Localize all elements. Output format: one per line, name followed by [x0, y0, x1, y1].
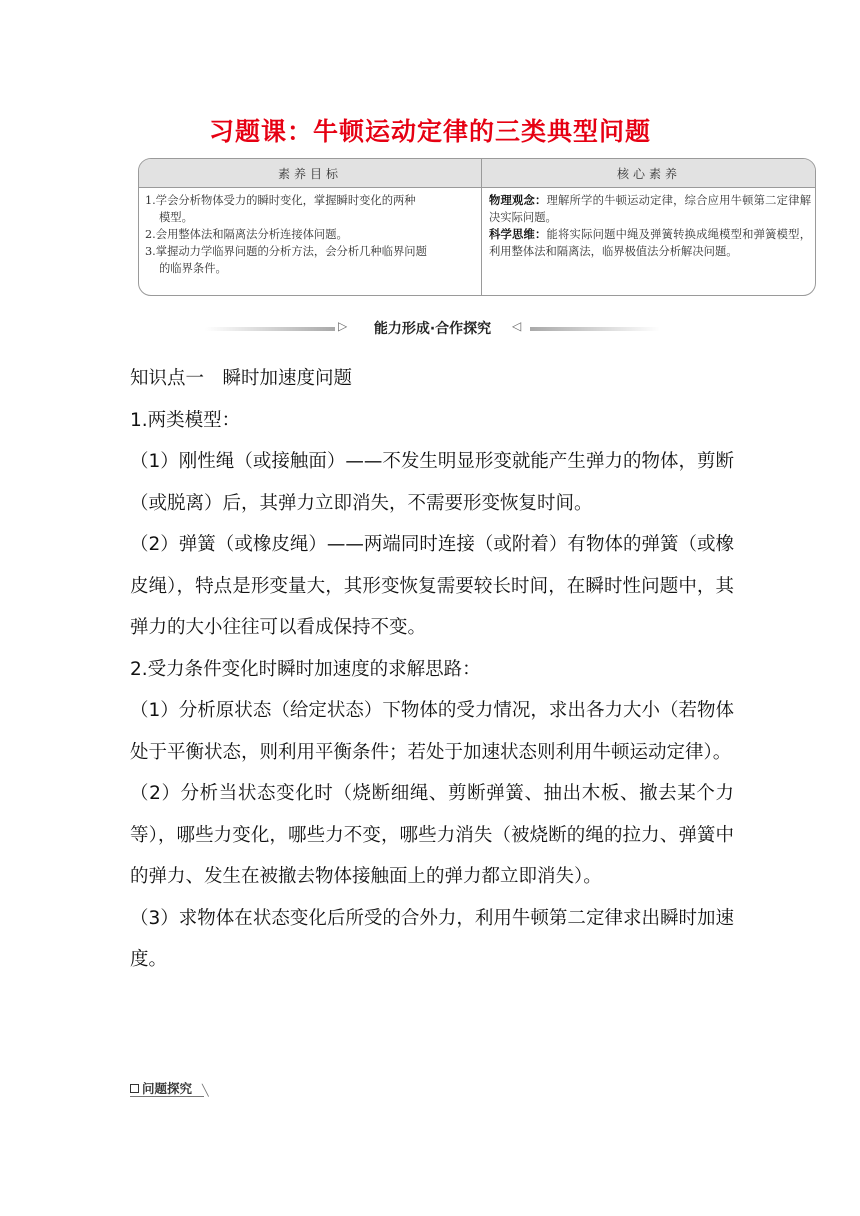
goals-left-column	[145, 192, 477, 277]
goals-left-header: 素养目标	[277, 167, 342, 181]
goal-item: 2.会用整体法和隔离法分析连接体问题。	[145, 228, 348, 241]
section-banner	[205, 318, 660, 340]
core-item-physics-concept	[489, 192, 811, 226]
core-item-text: 理解所学的牛顿运动定律，综合应用牛顿第二定律解决实际问题。	[489, 194, 811, 224]
goals-right-header: 核心素养	[616, 167, 681, 181]
paragraph: （3）求物体在状态变化后所受的合外力，利用牛顿第二定律求出瞬时加速度。	[130, 907, 734, 970]
section-heading: 知识点一 瞬时加速度问题	[130, 368, 353, 389]
arrow-left-icon: ◁	[512, 319, 522, 333]
goals-header	[139, 159, 815, 188]
subheading: 1.两类模型：	[130, 409, 241, 431]
paragraph: （1）分析原状态（给定状态）下物体的受力情况，求出各力大小（若物体处于平衡状态，则利用平衡条件；若处于加速状态则利用牛顿运动定律）。	[130, 700, 734, 763]
goal-item: 1.学会分析物体受力的瞬时变化，掌握瞬时变化的两种	[145, 194, 416, 207]
banner-title: 能力形成·合作探究	[373, 321, 492, 337]
core-item-scientific-thinking	[489, 226, 811, 260]
goal-item: 模型。	[159, 211, 193, 224]
goal-item: 的临界条件。	[159, 262, 227, 275]
core-item-label: 物理观念：	[489, 193, 547, 207]
tag-underline	[130, 1096, 204, 1097]
goals-right-column	[489, 192, 811, 260]
arrow-right-icon: ▷	[338, 319, 348, 333]
banner-line-left	[205, 327, 335, 331]
subheading: 2.受力条件变化时瞬时加速度的求解思路：	[130, 658, 481, 680]
tag-label: 问题探究	[142, 1081, 193, 1096]
paragraph: （2）分析当状态变化时（烧断细绳、剪断弹簧、抽出木板、撤去某个力等），哪些力变化，哪些力不变，哪些力消失（被烧断的绳的拉力、弹簧中的弹力、发生在被撤去物体接触面上的弹力都立即消失）。	[130, 783, 734, 887]
square-icon	[130, 1084, 139, 1093]
paragraph: （2）弹簧（或橡皮绳）——两端同时连接（或附着）有物体的弹簧（或橡皮绳），特点是形变量大，其形变恢复需要较长时间，在瞬时性问题中，其弹力的大小往往可以看成保持不变。	[130, 534, 734, 638]
goal-item: 3.掌握动力学临界问题的分析方法，会分析几种临界问题	[145, 245, 427, 258]
paragraph: （1）刚性绳（或接触面）——不发生明显形变就能产生弹力的物体，剪断（或脱离）后，其弹力立即消失，不需要形变恢复时间。	[130, 451, 734, 514]
slash-icon: ╲	[202, 1084, 209, 1097]
core-item-text: 能将实际问题中绳及弹簧转换成绳模型和弹簧模型，利用整体法和隔离法，临界极值法分析解决问题。	[489, 228, 811, 258]
page-title: 习题课：牛顿运动定律的三类典型问题	[208, 117, 651, 146]
core-item-label: 科学思维：	[489, 227, 547, 241]
main-content	[130, 358, 734, 981]
banner-line-right	[530, 327, 660, 331]
goals-divider	[481, 159, 482, 295]
goals-table	[138, 158, 816, 296]
